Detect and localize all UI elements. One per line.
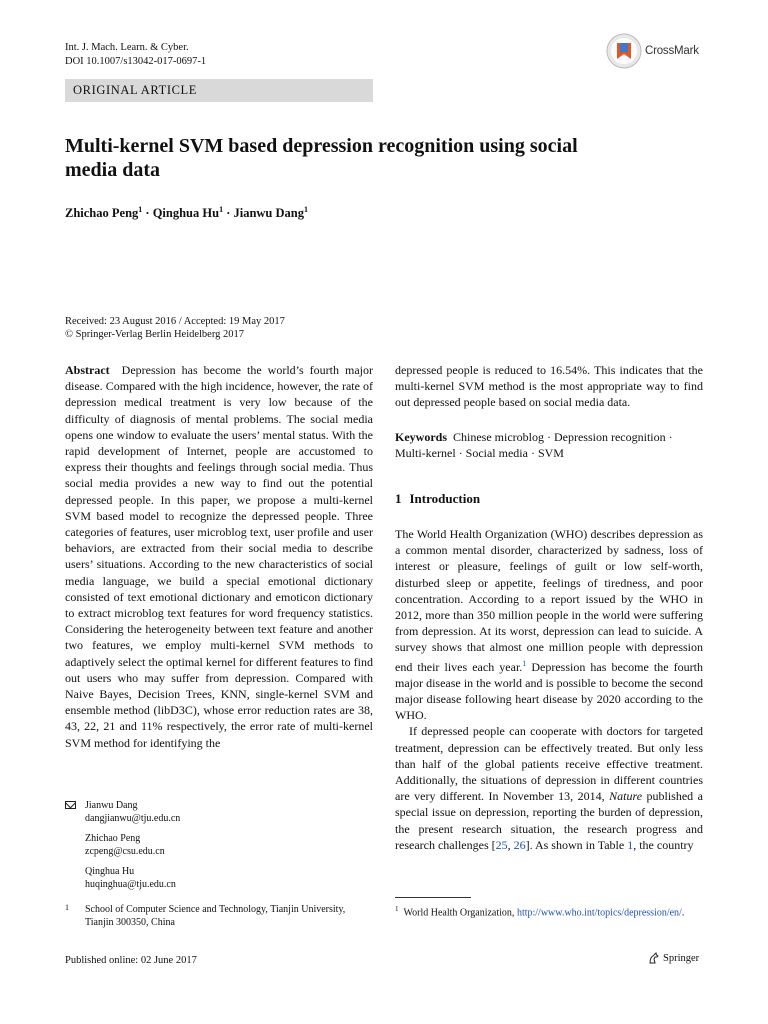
abstract-text: Depression has become the world’s fourth major disease. Compared with the high incidence, however, the rate of depression medical treatment is very low because of the difficulty of diagnosis of mental problems. The social media opens one window to evaluate the users’ mental status. With the rapid development of Internet, people are accustomed to express their thoughts and feelings through social media. Thus social media provides a new way to find out the potential depressed people. In this paper, we propose a multi-kernel SVM based model to recognize the depressed people. Three categories of features, user microblog text, user profile and user behaviors, are extracted from their social media to describe users’ situations. According to the new characteristics of social media language, we build a special emotional dictionary consisted of text emotional dictionary and emoticon dictionary to extract microblog text features for word frequency statistics. Considering the heterogeneity between text feature and another two features, we employ multi-kernel SVM methods to adaptively select the optimal kernel for different features to find out users who may suffer from depression. Compared with Naive Bayes, Decision Trees, KNN, single-kernel SVM and ensemble method (libD3C), whose error reduction rates are 38, 43, 22, 21 and 11% respectively, the error rate of multi-kernel SVM method for identifying the	[65, 363, 373, 750]
corr-name: Zhichao Peng	[85, 833, 141, 844]
coauthor-contact	[65, 865, 180, 891]
journal-name: Int. J. Mach. Learn. & Cyber.	[65, 42, 189, 53]
coauthor-contact	[65, 832, 180, 858]
citation-link[interactable]: 25	[495, 837, 508, 852]
abstract	[65, 362, 373, 751]
footnote-end: .	[681, 907, 685, 919]
section-heading-introduction	[395, 491, 480, 507]
corr-email[interactable]: zcpeng@csu.edu.cn	[85, 846, 165, 857]
corr-email[interactable]: huqinghua@tju.edu.cn	[85, 879, 176, 890]
table-reference-link[interactable]: 1	[627, 837, 634, 852]
publisher-name: Springer	[663, 953, 700, 964]
journal-italic: Nature	[609, 789, 643, 804]
intro-paragraph-1	[395, 526, 703, 723]
abstract-label: Abstract	[65, 363, 110, 377]
keywords-label: Keywords	[395, 430, 447, 444]
journal-header	[65, 41, 206, 69]
author-separator: ·	[142, 206, 153, 221]
springer-logo[interactable]	[647, 952, 699, 965]
citation-separator: ,	[507, 837, 514, 852]
author-affiliation-mark: 1	[138, 205, 143, 214]
abstract-continued-text: depressed people is reduced to 16.54%. This indicates that the multi-kernel SVM method is the most appropriate way to find out depressed people based on social media data.	[395, 363, 703, 410]
intro-paragraph-2	[395, 723, 703, 853]
author-affiliation-mark: 1	[304, 205, 308, 214]
correspondence-block	[65, 799, 180, 898]
intro-p1-text-cont: Depression has become the fourth major disease in the world and is possible to become the second major disease following heart disease by 2020 according to the WHO.	[395, 659, 703, 723]
author-separator: ·	[223, 206, 234, 221]
footnote-number: 1	[395, 905, 399, 913]
affiliation-text: School of Computer Science and Technology, Tianjin University, Tianjin 300350, China	[85, 904, 346, 928]
footnote-divider	[395, 897, 471, 898]
doi[interactable]: DOI 10.1007/s13042-017-0697-1	[65, 56, 207, 67]
author-list	[65, 205, 308, 221]
received-accepted: Received: 23 August 2016 / Accepted: 19 May 2017	[65, 316, 285, 327]
envelope-icon	[65, 801, 76, 809]
abstract-continued	[395, 362, 703, 411]
article-type: ORIGINAL ARTICLE	[73, 83, 197, 97]
intro-p2-text-end: , the country	[633, 837, 694, 852]
copyright: © Springer-Verlag Berlin Heidelberg 2017	[65, 329, 245, 340]
section-title: Introduction	[409, 491, 481, 506]
corresponding-author	[65, 799, 180, 825]
springer-horse-icon	[647, 952, 660, 965]
footnote	[395, 903, 705, 919]
article-type-band	[65, 79, 373, 102]
intro-p2-text-cont2: ]. As shown in Table	[525, 837, 628, 852]
keywords-text: Chinese microblog · Depression recognition · Multi-kernel · Social media · SVM	[395, 430, 673, 461]
introduction-body	[395, 526, 703, 853]
corr-email[interactable]: dangjianwu@tju.edu.cn	[85, 813, 181, 824]
section-number: 1	[395, 491, 402, 506]
article-dates	[65, 315, 285, 341]
footnote-text: World Health Organization,	[403, 907, 517, 919]
title-line-2: media data	[65, 159, 160, 181]
crossmark-badge[interactable]	[606, 33, 699, 69]
intro-p2-text: If depressed people can cooperate with doctors for targeted treatment, depression can be effectively treated. But only less than half of the global patients receive effective treatment. Additionally, the situations of depression in different countries are very different. In November 13, 2014,	[395, 724, 703, 804]
affiliation-number: 1	[65, 903, 69, 912]
citation-link[interactable]: 26	[513, 837, 526, 852]
corr-name: Qinghua Hu	[85, 866, 135, 877]
published-date: Published online: 02 June 2017	[65, 955, 197, 966]
keywords	[395, 429, 703, 461]
crossmark-label: CrossMark	[645, 45, 699, 57]
author-name[interactable]: Qinghua Hu	[152, 206, 220, 221]
author-affiliation-mark: 1	[219, 205, 224, 214]
intro-p2-text-cont: published a special issue on depression, reporting the burden of depression, the present research situation, the research progress and research challenges [	[395, 789, 703, 852]
footnote-ref[interactable]: 1	[522, 658, 527, 668]
footnote-link[interactable]: http://www.who.int/topics/depression/en/	[516, 907, 682, 919]
title-line-1: Multi-kernel SVM based depression recognition using social	[65, 135, 578, 157]
paper-title	[65, 134, 665, 182]
intro-p1-text: The World Health Organization (WHO) describes depression as a common mental disorder, characterized by sadness, loss of interest or pleasure, feelings of guilt or low self-worth, disturbed sleep or appetite, feelings of tiredness, and poor concentration. According to a report issued by the WHO in 2012, more than 350 million people in the world were suffering from depression. At its worst, depression can lead to suicide. A survey shows that almost one million people with depression end their lives each year.	[395, 527, 703, 674]
author-name[interactable]: Jianwu Dang	[233, 206, 304, 221]
affiliation	[65, 903, 365, 929]
author-name[interactable]: Zhichao Peng	[65, 206, 139, 221]
corr-name: Jianwu Dang	[85, 800, 138, 811]
crossmark-icon	[606, 33, 642, 69]
